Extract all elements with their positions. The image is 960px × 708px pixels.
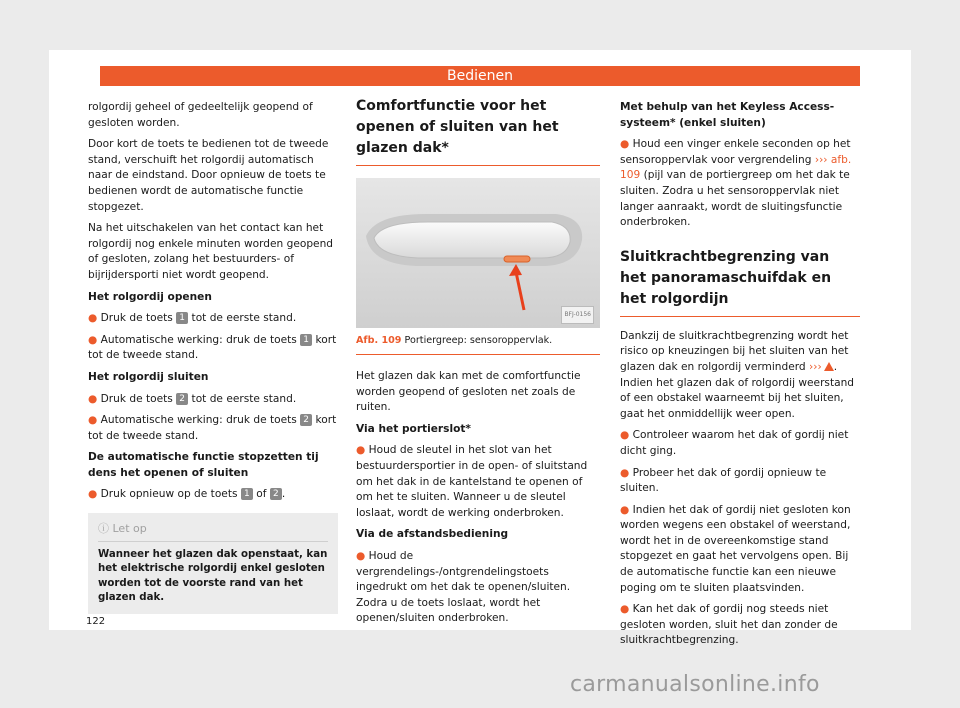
bullet-icon: ●	[620, 503, 633, 516]
paragraph: Door kort de toets te bedienen tot de tweede stand, verschuift het rolgordij automatisch naar de eindstand. Door opnieuw de toets te bedienen wordt de automatische functie stopgezet.	[88, 138, 329, 213]
bullet-item: ● Houd de sleutel in het slot van het bestuurdersportier in de open- of sluitstand om het dak in de kantelstand te openen of om het te sluiten. Wanneer u de sleutel loslaat, wordt de werking onderbroken.	[356, 444, 588, 519]
figure-code: BFJ-0156	[561, 306, 594, 324]
bullet-icon: ●	[88, 333, 101, 346]
key-number-badge: 1	[241, 488, 253, 500]
subheading-open: Het rolgordij openen	[88, 290, 212, 303]
subheading-close: Het rolgordij sluiten	[88, 370, 209, 383]
door-handle-figure	[356, 178, 600, 328]
section-title: Sluitkrachtbegrenzing van het panoramaschuifdak en het rolgordijn	[620, 247, 860, 317]
bullet-item: ● Probeer het dak of gordij opnieuw te sluiten.	[620, 466, 827, 495]
info-icon: ⓘ	[98, 522, 113, 536]
figure-caption: Afb. 109 Portiergreep: sensoroppervlak.	[356, 334, 600, 355]
watermark: carmanualsonline.info	[570, 672, 820, 697]
tip-text: Wanneer het glazen dak openstaat, kan het elektrische rolgordij enkel gesloten worden tot de voorste rand van het glazen dak.	[98, 548, 328, 604]
bullet-item: ● Indien het dak of gordij niet gesloten kon worden wegens een obstakel of weerstand, wordt het in de overeenkomstige stand stopgezet en gaat het vervolgens open. Bij de automatische functie kan een nieuwe poging om te sluiten plaatsvinden.	[620, 503, 851, 594]
bullet-icon: ●	[88, 312, 101, 325]
bullet-item: ● Kan het dak of gordij nog steeds niet gesloten worden, sluit het dan zonder de sluitkrachtbegrenzing.	[620, 603, 838, 647]
section-title: Comfortfunctie voor het openen of sluiten van het glazen dak*	[356, 96, 600, 166]
figure-reference-link[interactable]: ››› afb. 109	[620, 153, 852, 182]
bullet-icon: ●	[356, 444, 369, 457]
page-number: 122	[86, 616, 106, 627]
column-right	[620, 100, 860, 655]
tip-box	[88, 513, 338, 614]
bullet-icon: ●	[356, 549, 369, 562]
bullet-icon: ●	[620, 466, 633, 479]
key-number-badge: 2	[176, 393, 188, 405]
bullet-item: ● Druk de toets 2 tot de eerste stand.	[88, 392, 297, 405]
bullet-item: ● Controleer waarom het dak of gordij niet dicht ging.	[620, 429, 849, 457]
paragraph: Na het uitschakelen van het contact kan het rolgordij nog enkele minuten worden geopend of gesloten, zolang het bestuurders- of bijrijdersporti niet wordt geopend.	[88, 222, 334, 281]
bullet-icon: ●	[88, 414, 101, 427]
bullet-icon: ●	[88, 488, 101, 501]
key-number-badge: 2	[270, 488, 282, 500]
bullet-item: ● Houd een vinger enkele seconden op het sensoroppervlak voor vergrendeling ››› afb. 109 (pijl van de portiergreep om het dak te sluiten. Zodra u het sensoroppervlak niet langer aanraakt, wordt de sluitingsfunctie onderbroken.	[620, 138, 852, 229]
subheading-keyless: Met behulp van het Keyless Access-systeem* (enkel sluiten)	[620, 101, 835, 129]
bullet-icon: ●	[620, 603, 633, 616]
tip-header: ⓘ Let op	[98, 521, 328, 542]
column-left	[88, 100, 338, 614]
paragraph: Het glazen dak kan met de comfortfunctie worden geopend of gesloten net zoals de ruiten.	[356, 370, 581, 414]
section-header: Bedienen	[100, 66, 860, 86]
key-number-badge: 2	[300, 414, 312, 426]
bullet-item: ● Automatische werking: druk de toets 1 kort tot de tweede stand.	[88, 333, 337, 362]
key-number-badge: 1	[300, 334, 312, 346]
column-middle	[356, 96, 600, 633]
paragraph: Dankzij de sluitkrachtbegrenzing wordt het risico op kneuzingen bij het sluiten van het glazen dak en rolgordij verminderd ››› . Indien het glazen dak of rolgordij weerstand of een obstakel waarneemt bij het sluiten, gaat het onmiddellijk weer open.	[620, 329, 855, 420]
bullet-item: ● Druk opnieuw op de toets 1 of 2 .	[88, 488, 286, 501]
bullet-icon: ●	[620, 429, 633, 442]
key-number-badge: 1	[176, 312, 188, 324]
subheading-stop: De automatische functie stopzetten tij dens het openen of sluiten	[88, 451, 319, 479]
bullet-icon: ●	[620, 138, 633, 151]
subheading-lock: Via het portierslot*	[356, 422, 471, 435]
bullet-item: ● Automatische werking: druk de toets 2 kort tot de tweede stand.	[88, 414, 337, 442]
warning-reference-link[interactable]: ›››	[808, 360, 822, 373]
warning-triangle-icon	[824, 362, 834, 371]
paragraph: rolgordij geheel of gedeeltelijk geopend of gesloten worden.	[88, 101, 313, 129]
subheading-remote: Via de afstandsbediening	[356, 528, 509, 541]
bullet-item: ● Houd de vergrendelings-/ontgrendelingstoets ingedrukt om het dak te openen/sluiten. Zodra u de toets loslaat, wordt het openen/sluiten onderbroken.	[356, 549, 571, 625]
bullet-icon: ●	[88, 392, 101, 405]
bullet-item: ● Druk de toets 1 tot de eerste stand.	[88, 312, 297, 325]
